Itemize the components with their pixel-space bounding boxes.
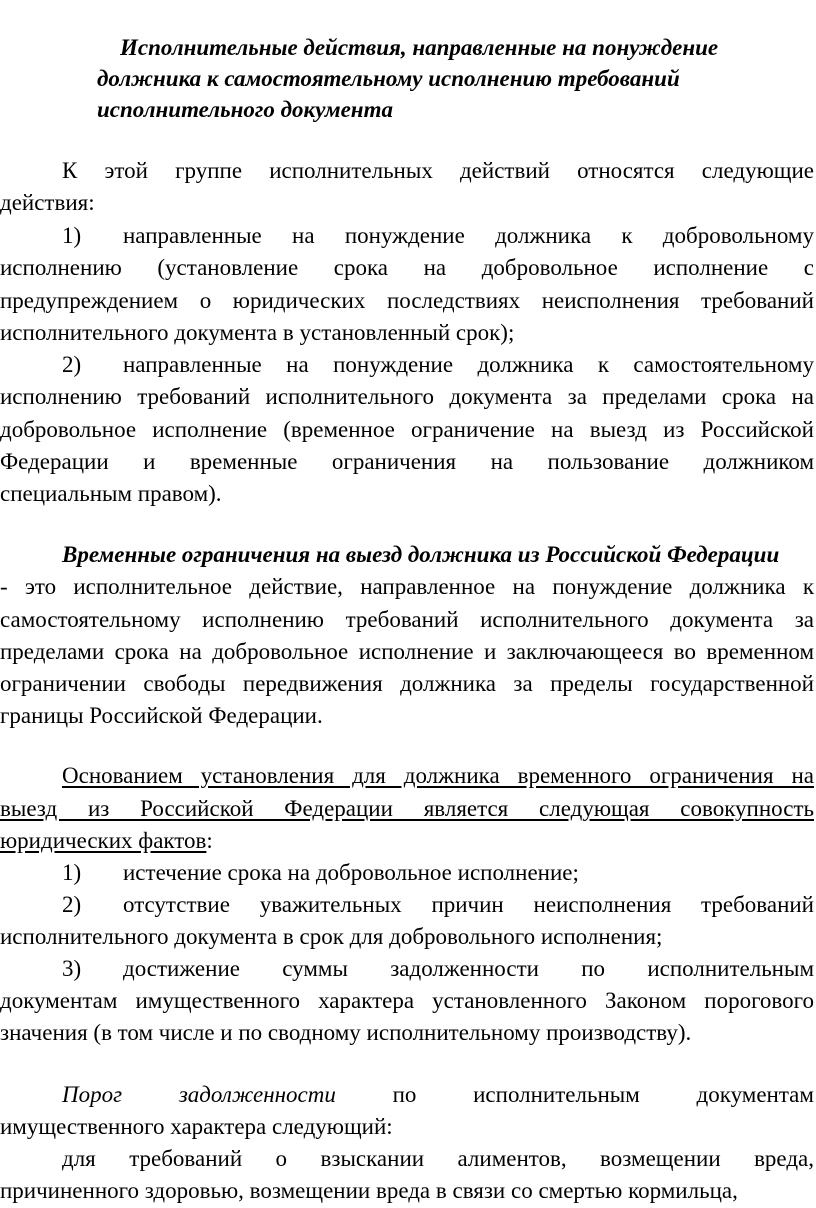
item-2-line-1: направленные на понуждение должника к самостоятельному: [123, 352, 814, 377]
title-line-3: исполнительного документа: [97, 97, 393, 122]
definition-line-3: пределами срока на добровольное исполнение и заключающееся во временном: [0, 639, 814, 664]
basis-colon: :: [206, 828, 213, 853]
basis-line-1: Основанием установления для должника временного ограничения на: [62, 763, 814, 788]
item-2-line-5: специальным правом).: [0, 481, 222, 506]
threshold-line-1-word: документам: [696, 1082, 814, 1107]
threshold-term-word: Порог: [62, 1082, 123, 1107]
definition-term: Временные ограничения на выезд должника из Российской Федерации: [62, 542, 780, 567]
definition-line-1: - это исполнительное действие, направленное на понуждение должника к: [0, 574, 814, 599]
fact-2-line-1: отсутствие уважительных причин неисполнения требований: [123, 892, 814, 917]
basis-line-2: выезд из Российской Федерации является следующая совокупность: [0, 796, 814, 821]
title-line-2: должника к самостоятельному исполнению требований: [97, 66, 680, 91]
threshold-line-4: причиненного здоровью, возмещении вреда в связи со смертью кормильца,: [0, 1178, 738, 1203]
item-2-line-3: добровольное исполнение (временное ограничение на выезд из Российской: [0, 417, 814, 442]
threshold-line-2: имущественного характера следующий:: [0, 1114, 393, 1139]
fact-3-line-3: значения (в том числе и по сводному исполнительному производству).: [0, 1020, 692, 1045]
fact-2-number: 2): [62, 892, 82, 917]
threshold-line-1: [62, 1079, 814, 1111]
fact-1-number: 1): [62, 860, 82, 885]
basis-line-3: [0, 825, 814, 857]
item-2-number: 2): [62, 352, 82, 377]
definition-line-4: ограничении свободы передвижения должника за пределы государственной: [0, 671, 814, 696]
fact-1-line-1: истечение срока на добровольное исполнение;: [123, 860, 579, 885]
item-1-line-4: исполнительного документа в установленный срок);: [0, 320, 515, 345]
threshold-line-1-word: по: [392, 1082, 417, 1107]
threshold-line-1-word: исполнительным: [473, 1082, 640, 1107]
item-2-line-2: исполнению требований исполнительного документа за пределами срока на: [0, 384, 814, 409]
basis-underlined-phrase: юридических фактов: [0, 828, 207, 853]
item-1-number: 1): [62, 223, 82, 248]
item-2-line-4: Федерации и временные ограничения на пользование должником: [0, 449, 814, 474]
fact-3-line-1: достижение суммы задолженности по исполнительным: [123, 956, 814, 981]
threshold-term-word: задолженности: [178, 1082, 336, 1107]
item-1-line-3: предупреждением о юридических последствиях неисполнения требований: [0, 288, 814, 313]
definition-line-5: границы Российской Федерации.: [0, 703, 323, 728]
fact-3-number: 3): [62, 956, 82, 981]
intro-line-1: К этой группе исполнительных действий относятся следующие: [62, 158, 814, 183]
item-1-line-2: исполнению (установление срока на добровольное исполнение с: [0, 255, 814, 280]
item-1-line-1: направленные на понуждение должника к добровольному: [123, 223, 814, 248]
fact-2-line-2: исполнительного документа в срок для добровольного исполнения;: [0, 924, 663, 949]
title-line-1: Исполнительные действия, направленные на понуждение: [120, 35, 719, 60]
definition-line-2: самостоятельному исполнению требований исполнительного документа за: [0, 607, 814, 632]
fact-3-line-2: документам имущественного характера установленного Законом порогового: [0, 988, 814, 1013]
intro-line-2: действия:: [0, 190, 95, 215]
threshold-line-3: для требований о взыскании алиментов, возмещении вреда,: [62, 1146, 814, 1171]
